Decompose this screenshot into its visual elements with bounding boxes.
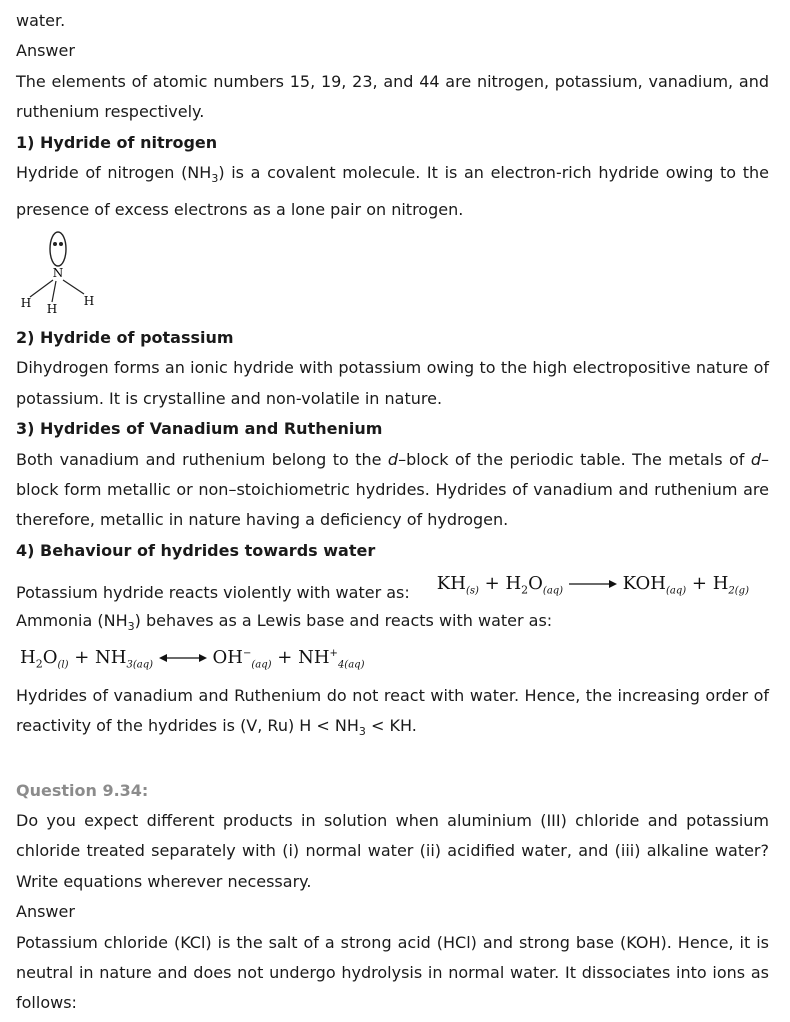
- equation-kh-water: $KH_{(s)} + H_2O_{(aq)}$ $KOH_{(aq)} + H_{2(g)}$: [436, 573, 749, 598]
- answer-intro: The elements of atomic numbers 15, 19, 23, and 44 are nitrogen, potassium, vanadium, and ruthenium respectively.: [16, 71, 769, 122]
- answer-label: Answer: [16, 41, 75, 61]
- question-heading: Question 9.34:: [16, 780, 149, 800]
- paragraph-nitrogen: Hydride of nitrogen $(NH_3)$ is a covalent molecule. It is an electron-rich hydride owing to the presence of excess electrons as a lone pair on nitrogen.: [16, 163, 769, 219]
- paragraph-vanadium-ruthenium: Both vanadium and ruthenium belong to the d–block of the periodic table. The metals of d–block form metallic or non–stoichiometric hydrides. Hydrides of vanadium and ruthenium are therefore, metallic in nature having a deficiency of hydrogen.: [16, 449, 769, 530]
- equation-ammonia-water: $H_2O_{(l)} + NH_{3(aq)}$ $OH^-_{(aq)} + NH^+_{4(aq)}$: [20, 646, 365, 671]
- atom-h-right: H: [83, 294, 95, 309]
- kh-reaction-row: [16, 566, 769, 604]
- heading-behaviour: 4) Behaviour of hydrides towards water: [16, 540, 376, 560]
- document-page: [16, 0, 769, 1019]
- right-arrow-icon: [569, 579, 617, 589]
- atom-h-left: H: [20, 296, 32, 311]
- question-text: Do you expect different products in solution when aluminium (III) chloride and potassium chloride treated separately with (i) normal water (ii) acidified water, and (iii) alkaline water? Write equations wherever necessary.: [16, 810, 769, 891]
- paragraph-potassium: Dihydrogen forms an ionic hydride with potassium owing to the high electropositive nature of potassium. It is crystalline and non-volatile in nature.: [16, 358, 769, 408]
- heading-potassium: 2) Hydride of potassium: [16, 328, 234, 348]
- equilibrium-arrow-icon: [159, 653, 207, 663]
- reactivity-paragraph: Hydrides of vanadium and Ruthenium do not react with water. Hence, the increasing order of reactivity of the hydrides is (V, Ru) $H < NH_3$ < KH.: [16, 685, 769, 739]
- heading-nitrogen: 1) Hydride of nitrogen: [16, 132, 218, 152]
- answer-label: Answer: [16, 902, 75, 922]
- heading-vanadium-ruthenium: 3) Hydrides of Vanadium and Ruthenium: [16, 419, 383, 439]
- text-line: water.: [16, 11, 66, 30]
- ammonia-structure-diagram: [16, 229, 106, 317]
- atom-h-middle: H: [46, 302, 58, 317]
- kh-reaction-text: Potassium hydride reacts violently with water as:: [16, 582, 410, 602]
- ammonia-paragraph: Ammonia $(NH_3)$ behaves as a Lewis base and reacts with water as:: [16, 611, 553, 634]
- answer-text: Potassium chloride (KCl) is the salt of a strong acid (HCl) and strong base (KOH). Hence, it is neutral in nature and does not undergo hydrolysis in normal water. It dissociates into ions as follows:: [16, 932, 769, 1013]
- atom-n: N: [52, 266, 64, 281]
